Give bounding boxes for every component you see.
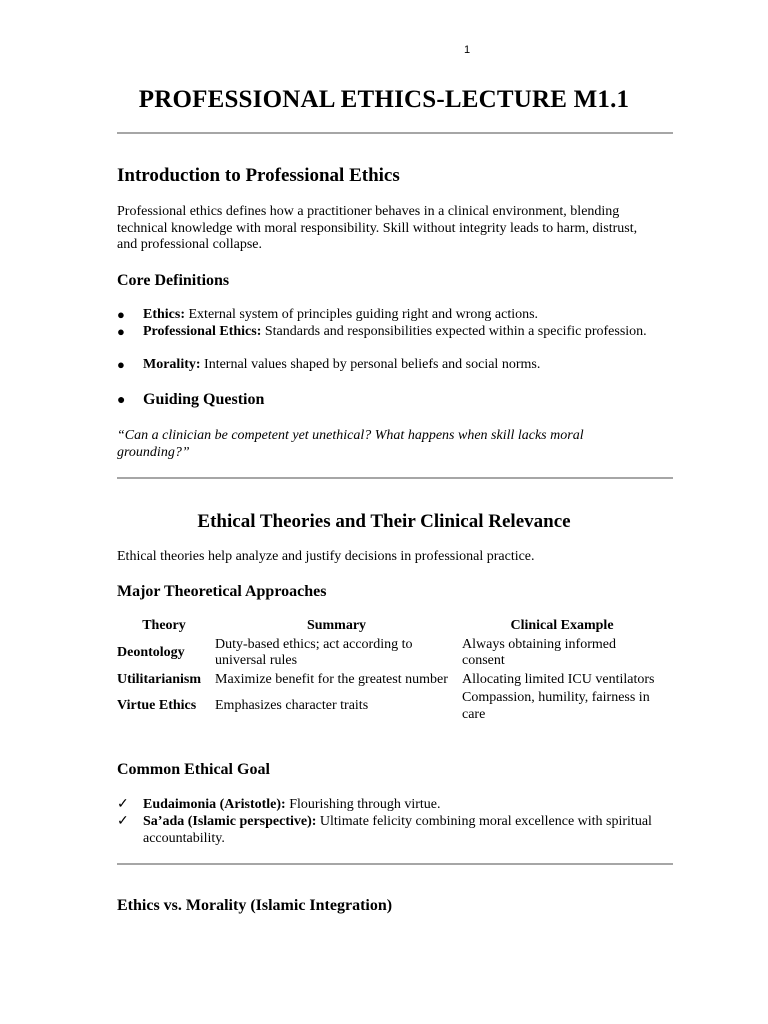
guiding-question-quote: “Can a clinician be competent yet unethical? What happens when skill lacks moral grounding?” bbox=[117, 428, 584, 460]
bullet-icon: ● bbox=[117, 393, 126, 408]
table-header-row bbox=[115, 618, 664, 637]
goal-item-saada bbox=[117, 814, 657, 847]
major-approaches-heading: Major Theoretical Approaches bbox=[117, 583, 327, 600]
table-cell-theory: Utilitarianism bbox=[117, 671, 201, 687]
ethics-vs-morality-heading: Ethics vs. Morality (Islamic Integration) bbox=[117, 897, 393, 914]
table-header-theory: Theory bbox=[142, 618, 186, 633]
definition-term: Ethics: bbox=[143, 307, 185, 322]
table-row bbox=[115, 672, 664, 691]
guiding-question-label: Guiding Question bbox=[143, 391, 265, 408]
horizontal-rule bbox=[117, 863, 673, 865]
theories-table bbox=[115, 618, 664, 725]
core-definitions-heading: Core Definitions bbox=[117, 272, 230, 289]
table-cell-example: Always obtaining informed consent bbox=[462, 636, 616, 668]
document-title: PROFESSIONAL ETHICS-LECTURE M1.1 bbox=[138, 86, 630, 113]
checkmark-icon: ✓ bbox=[117, 814, 129, 829]
common-goal-heading: Common Ethical Goal bbox=[117, 761, 270, 778]
table-header-example: Clinical Example bbox=[510, 618, 614, 633]
definition-item-professional-ethics bbox=[117, 324, 657, 341]
goal-term: Sa’ada (Islamic perspective): bbox=[143, 814, 317, 829]
goal-item-eudaimonia bbox=[117, 797, 657, 814]
goal-text: Flourishing through virtue. bbox=[285, 797, 441, 812]
checkmark-icon: ✓ bbox=[117, 797, 129, 812]
table-cell-summary: Emphasizes character traits bbox=[215, 698, 369, 714]
table-cell-example: Allocating limited ICU ventilators bbox=[462, 671, 655, 687]
definition-term: Professional Ethics: bbox=[143, 324, 262, 339]
bullet-icon: ● bbox=[117, 324, 125, 339]
bullet-icon: ● bbox=[117, 307, 125, 322]
horizontal-rule bbox=[117, 477, 673, 479]
bullet-icon: ● bbox=[117, 357, 125, 372]
guiding-question-heading bbox=[117, 391, 264, 411]
theories-heading: Ethical Theories and Their Clinical Relevance bbox=[197, 511, 571, 532]
definition-term: Morality: bbox=[143, 357, 201, 372]
page-number: 1 bbox=[464, 44, 471, 56]
table-cell-theory: Virtue Ethics bbox=[117, 698, 197, 714]
definition-text: External system of principles guiding right and wrong actions. bbox=[185, 307, 539, 322]
definition-item-ethics bbox=[117, 307, 657, 324]
definition-item-morality bbox=[117, 357, 657, 374]
intro-heading: Introduction to Professional Ethics bbox=[117, 165, 400, 186]
goal-term: Eudaimonia (Aristotle): bbox=[143, 797, 286, 812]
theories-paragraph: Ethical theories help analyze and justify decisions in professional practice. bbox=[117, 549, 535, 564]
definition-text: Standards and responsibilities expected within a specific profession. bbox=[261, 324, 647, 339]
table-cell-summary: Duty-based ethics; act according to universal rules bbox=[215, 636, 413, 668]
definition-text: Internal values shaped by personal beliefs and social norms. bbox=[200, 357, 541, 372]
table-header-summary: Summary bbox=[306, 618, 367, 633]
table-cell-theory: Deontology bbox=[117, 644, 185, 660]
horizontal-rule bbox=[117, 132, 673, 134]
goal-text: Ultimate felicity combining moral excellence with spiritual accountability. bbox=[143, 814, 652, 846]
table-row bbox=[115, 637, 664, 672]
table-cell-example: Compassion, humility, fairness in care bbox=[462, 690, 650, 722]
table-row bbox=[115, 690, 664, 725]
intro-paragraph: Professional ethics defines how a practitioner behaves in a clinical environment, blending technical knowledge with moral responsibility. Skill without integrity leads to harm, distrust, and professional collapse. bbox=[117, 204, 638, 252]
table-cell-summary: Maximize benefit for the greatest number bbox=[215, 671, 448, 687]
